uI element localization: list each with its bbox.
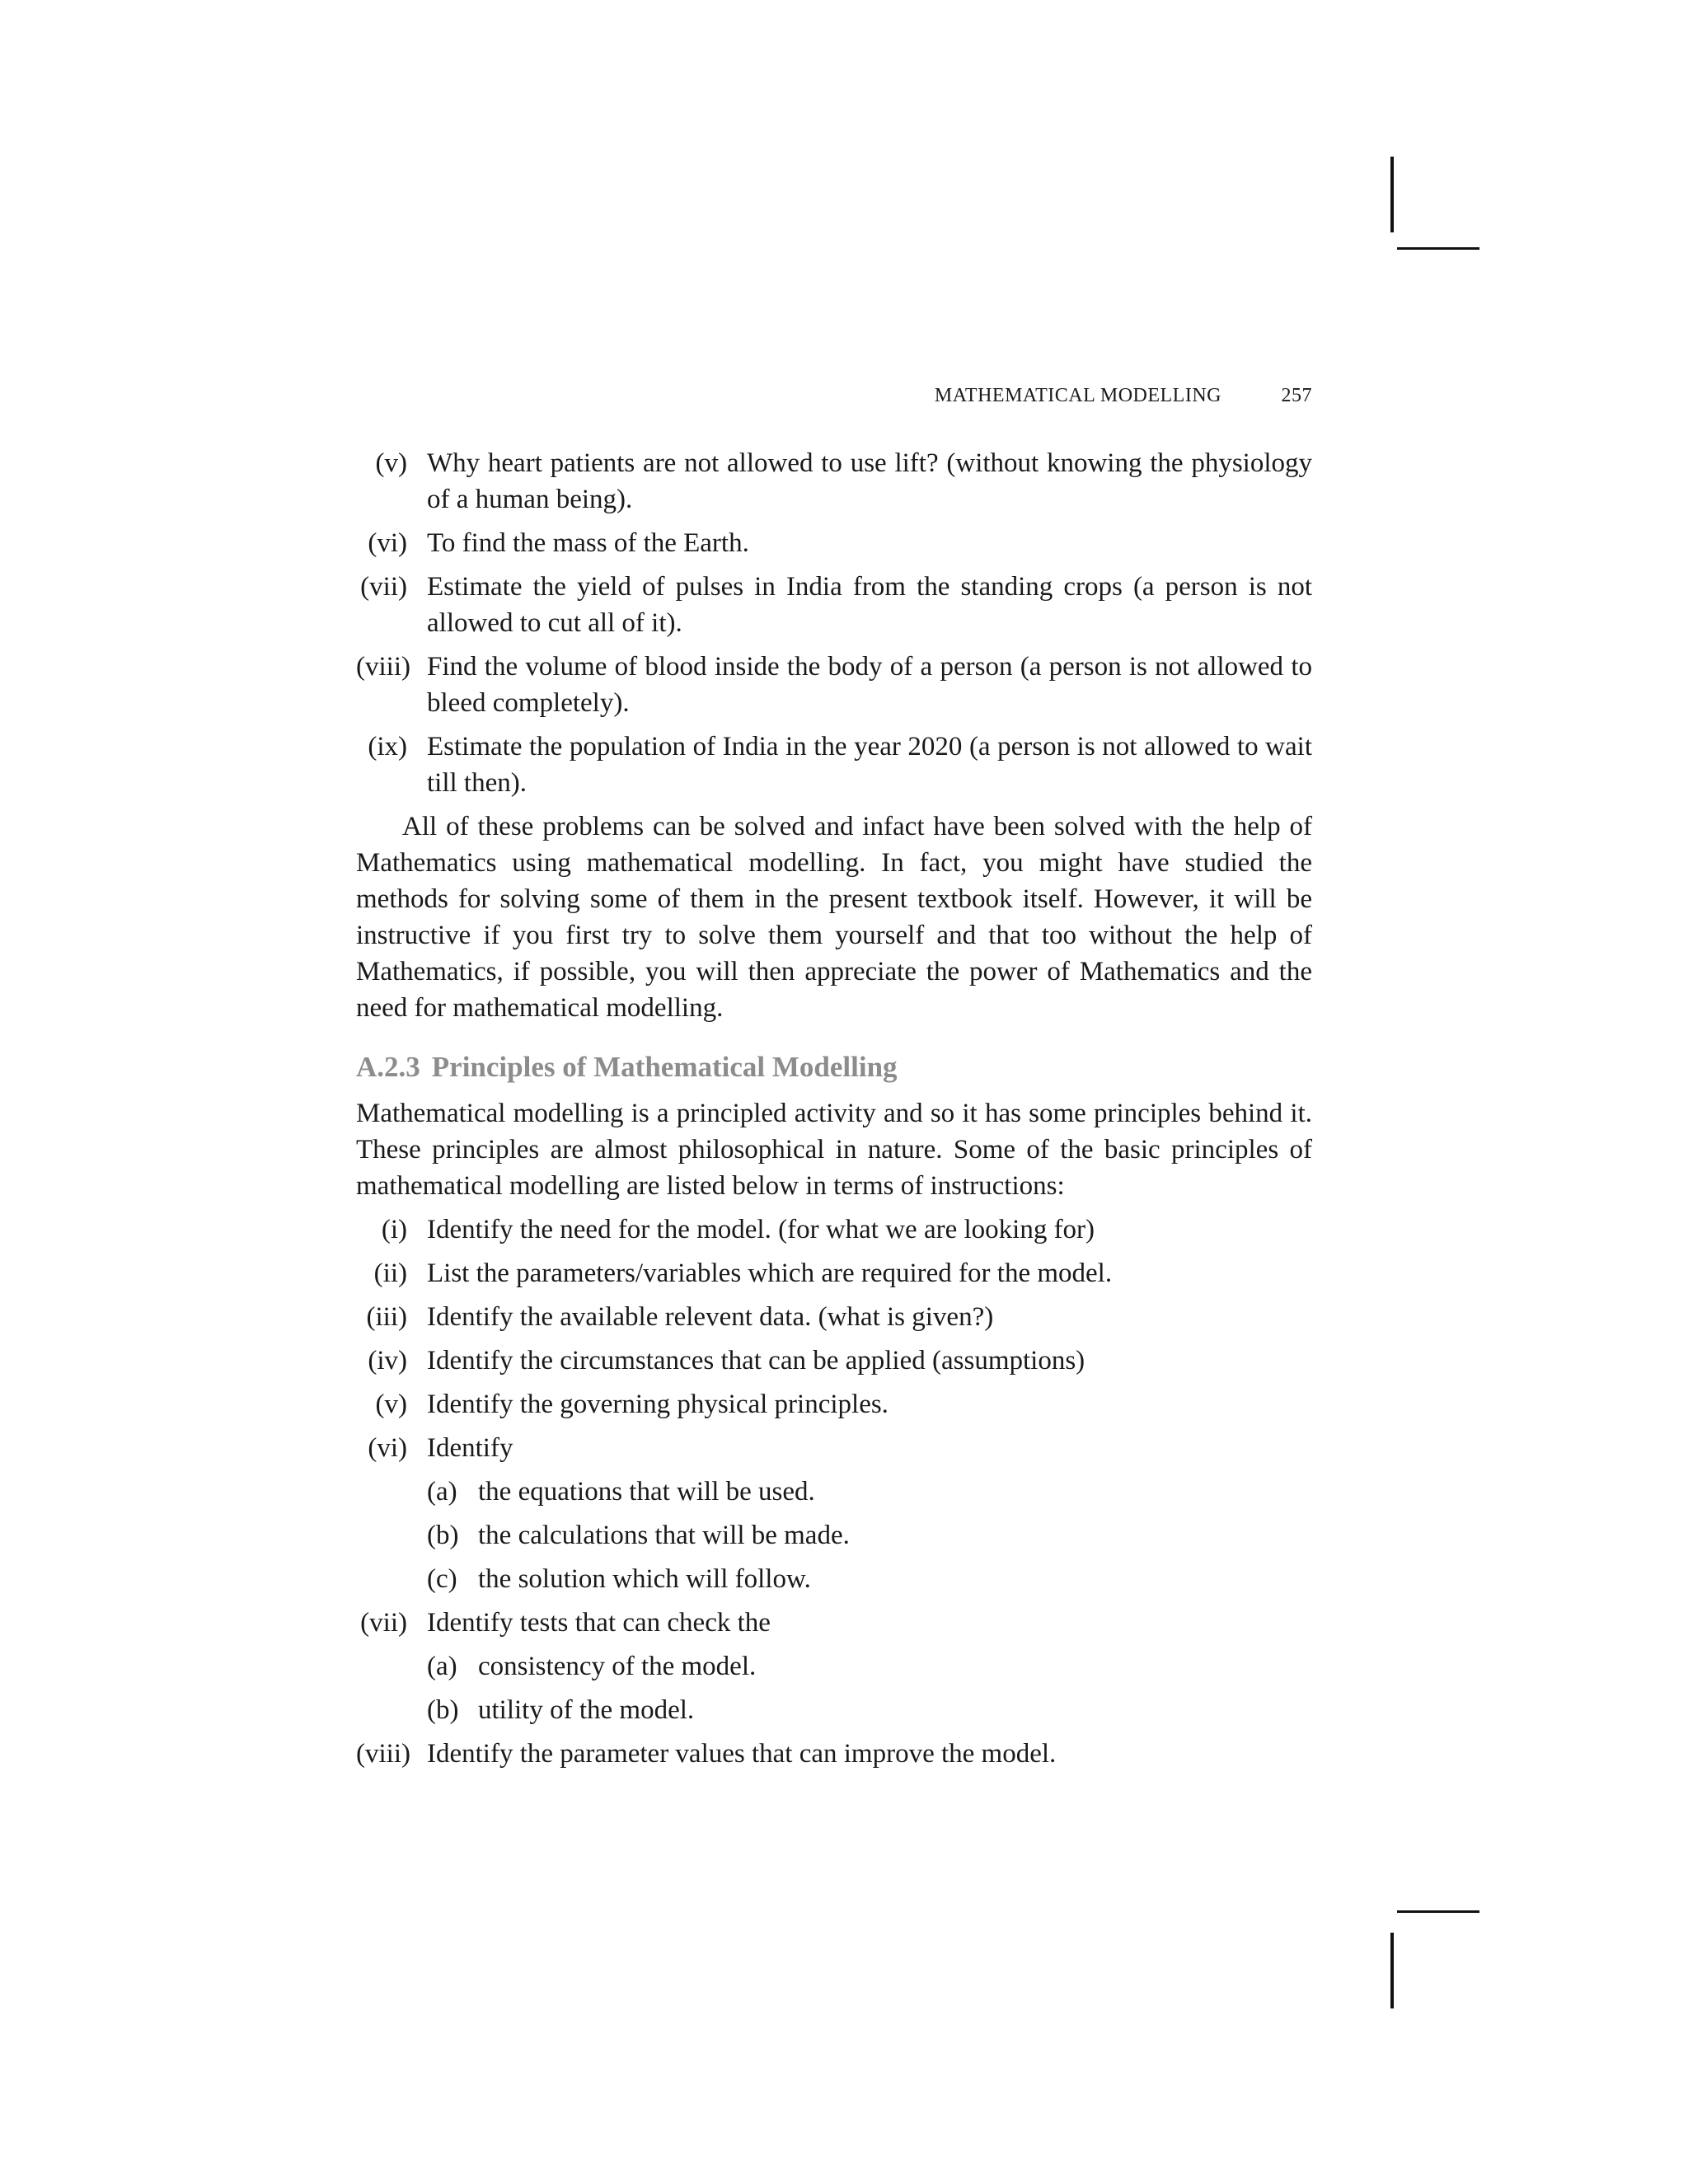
list-item — [356, 729, 1312, 801]
list-item — [356, 445, 1312, 518]
item-number: (vii) — [360, 1608, 407, 1638]
sub-list-item — [356, 1517, 1312, 1554]
item-number: (iii) — [366, 1302, 407, 1332]
item-text: Identify the parameter values that can improve the model. — [427, 1739, 1057, 1769]
item-text: the calculations that will be made. — [478, 1521, 850, 1550]
item-text: Identify the governing physical principles. — [427, 1390, 889, 1419]
item-number: (ix) — [368, 732, 407, 762]
list-item — [356, 569, 1312, 641]
item-text: Find the volume of blood inside the body of a person (a person is not allowed to bleed completely). — [427, 652, 1312, 718]
page-number: 257 — [1281, 385, 1312, 406]
list-item — [356, 1299, 1312, 1335]
crop-mark — [1390, 157, 1394, 232]
running-title: MATHEMATICAL MODELLING — [934, 385, 1221, 406]
item-number: (c) — [427, 1564, 457, 1594]
list-item — [356, 525, 1312, 561]
item-number: (vi) — [368, 528, 407, 558]
item-text: Identify the need for the model. (for what we are looking for) — [427, 1215, 1095, 1244]
sub-list-item — [356, 1474, 1312, 1510]
list-item — [356, 649, 1312, 721]
item-text: Identify — [427, 1433, 513, 1463]
list-item — [356, 1736, 1312, 1772]
item-text: Identify the circumstances that can be applied (assumptions) — [427, 1346, 1085, 1376]
page-content — [356, 445, 1312, 1779]
item-number: (vi) — [368, 1433, 407, 1463]
item-number: (b) — [427, 1521, 459, 1550]
item-number: (vii) — [360, 572, 407, 602]
list-item — [356, 1212, 1312, 1248]
item-number: (a) — [427, 1652, 457, 1681]
crop-mark — [1397, 247, 1479, 250]
item-number: (v) — [375, 1390, 407, 1419]
item-number: (i) — [381, 1215, 407, 1244]
body-paragraph: Mathematical modelling is a principled activity and so it has some principles behind it. These principles are almost philosophical in nature. Some of the basic principles of mathematical modelling are listed below in terms of instructions: — [356, 1099, 1312, 1201]
list-item — [356, 1255, 1312, 1291]
sub-list-item — [356, 1648, 1312, 1685]
list-item — [356, 1430, 1312, 1466]
item-text: Why heart patients are not allowed to use lift? (without knowing the physiology of a human being). — [427, 448, 1312, 514]
item-text: Estimate the yield of pulses in India from the standing crops (a person is not allowed to cut all of it). — [427, 572, 1312, 638]
item-number: (b) — [427, 1695, 459, 1725]
crop-mark — [1397, 1910, 1479, 1913]
item-number: (v) — [375, 448, 407, 478]
item-number: (a) — [427, 1477, 457, 1507]
item-text: Identify tests that can check the — [427, 1608, 771, 1638]
sub-list-item — [356, 1692, 1312, 1728]
item-text: Identify the available relevent data. (what is given?) — [427, 1302, 994, 1332]
section-title: Principles of Mathematical Modelling — [431, 1051, 898, 1083]
section-number: A.2.3 — [356, 1051, 420, 1083]
item-number: (ii) — [373, 1258, 407, 1288]
running-header — [356, 385, 1312, 410]
list-item — [356, 1343, 1312, 1379]
crop-mark — [1390, 1933, 1394, 2008]
item-text: the equations that will be used. — [478, 1477, 815, 1507]
list-item — [356, 1605, 1312, 1641]
item-text: List the parameters/variables which are required for the model. — [427, 1258, 1113, 1288]
section-heading — [356, 1049, 1312, 1085]
list-item — [356, 1386, 1312, 1422]
item-number: (iv) — [368, 1346, 407, 1376]
item-number: (viii) — [356, 652, 410, 682]
item-text: consistency of the model. — [478, 1652, 757, 1681]
item-text: the solution which will follow. — [478, 1564, 811, 1594]
body-paragraph: All of these problems can be solved and infact have been solved with the help of Mathematics using mathematical modelling. In fact, you might have studied the methods for solving some of them in the present textbook itself. However, it will be instructive if you first try to solve them yourself and that too without the help of Mathematics, if possible, you will then appreciate the power of Mathematics and the need for mathematical modelling. — [356, 812, 1312, 1023]
item-text: To find the mass of the Earth. — [427, 528, 749, 558]
item-text: utility of the model. — [478, 1695, 695, 1725]
item-text: Estimate the population of India in the year 2020 (a person is not allowed to wait till then). — [427, 732, 1312, 798]
item-number: (viii) — [356, 1739, 410, 1769]
sub-list-item — [356, 1561, 1312, 1597]
